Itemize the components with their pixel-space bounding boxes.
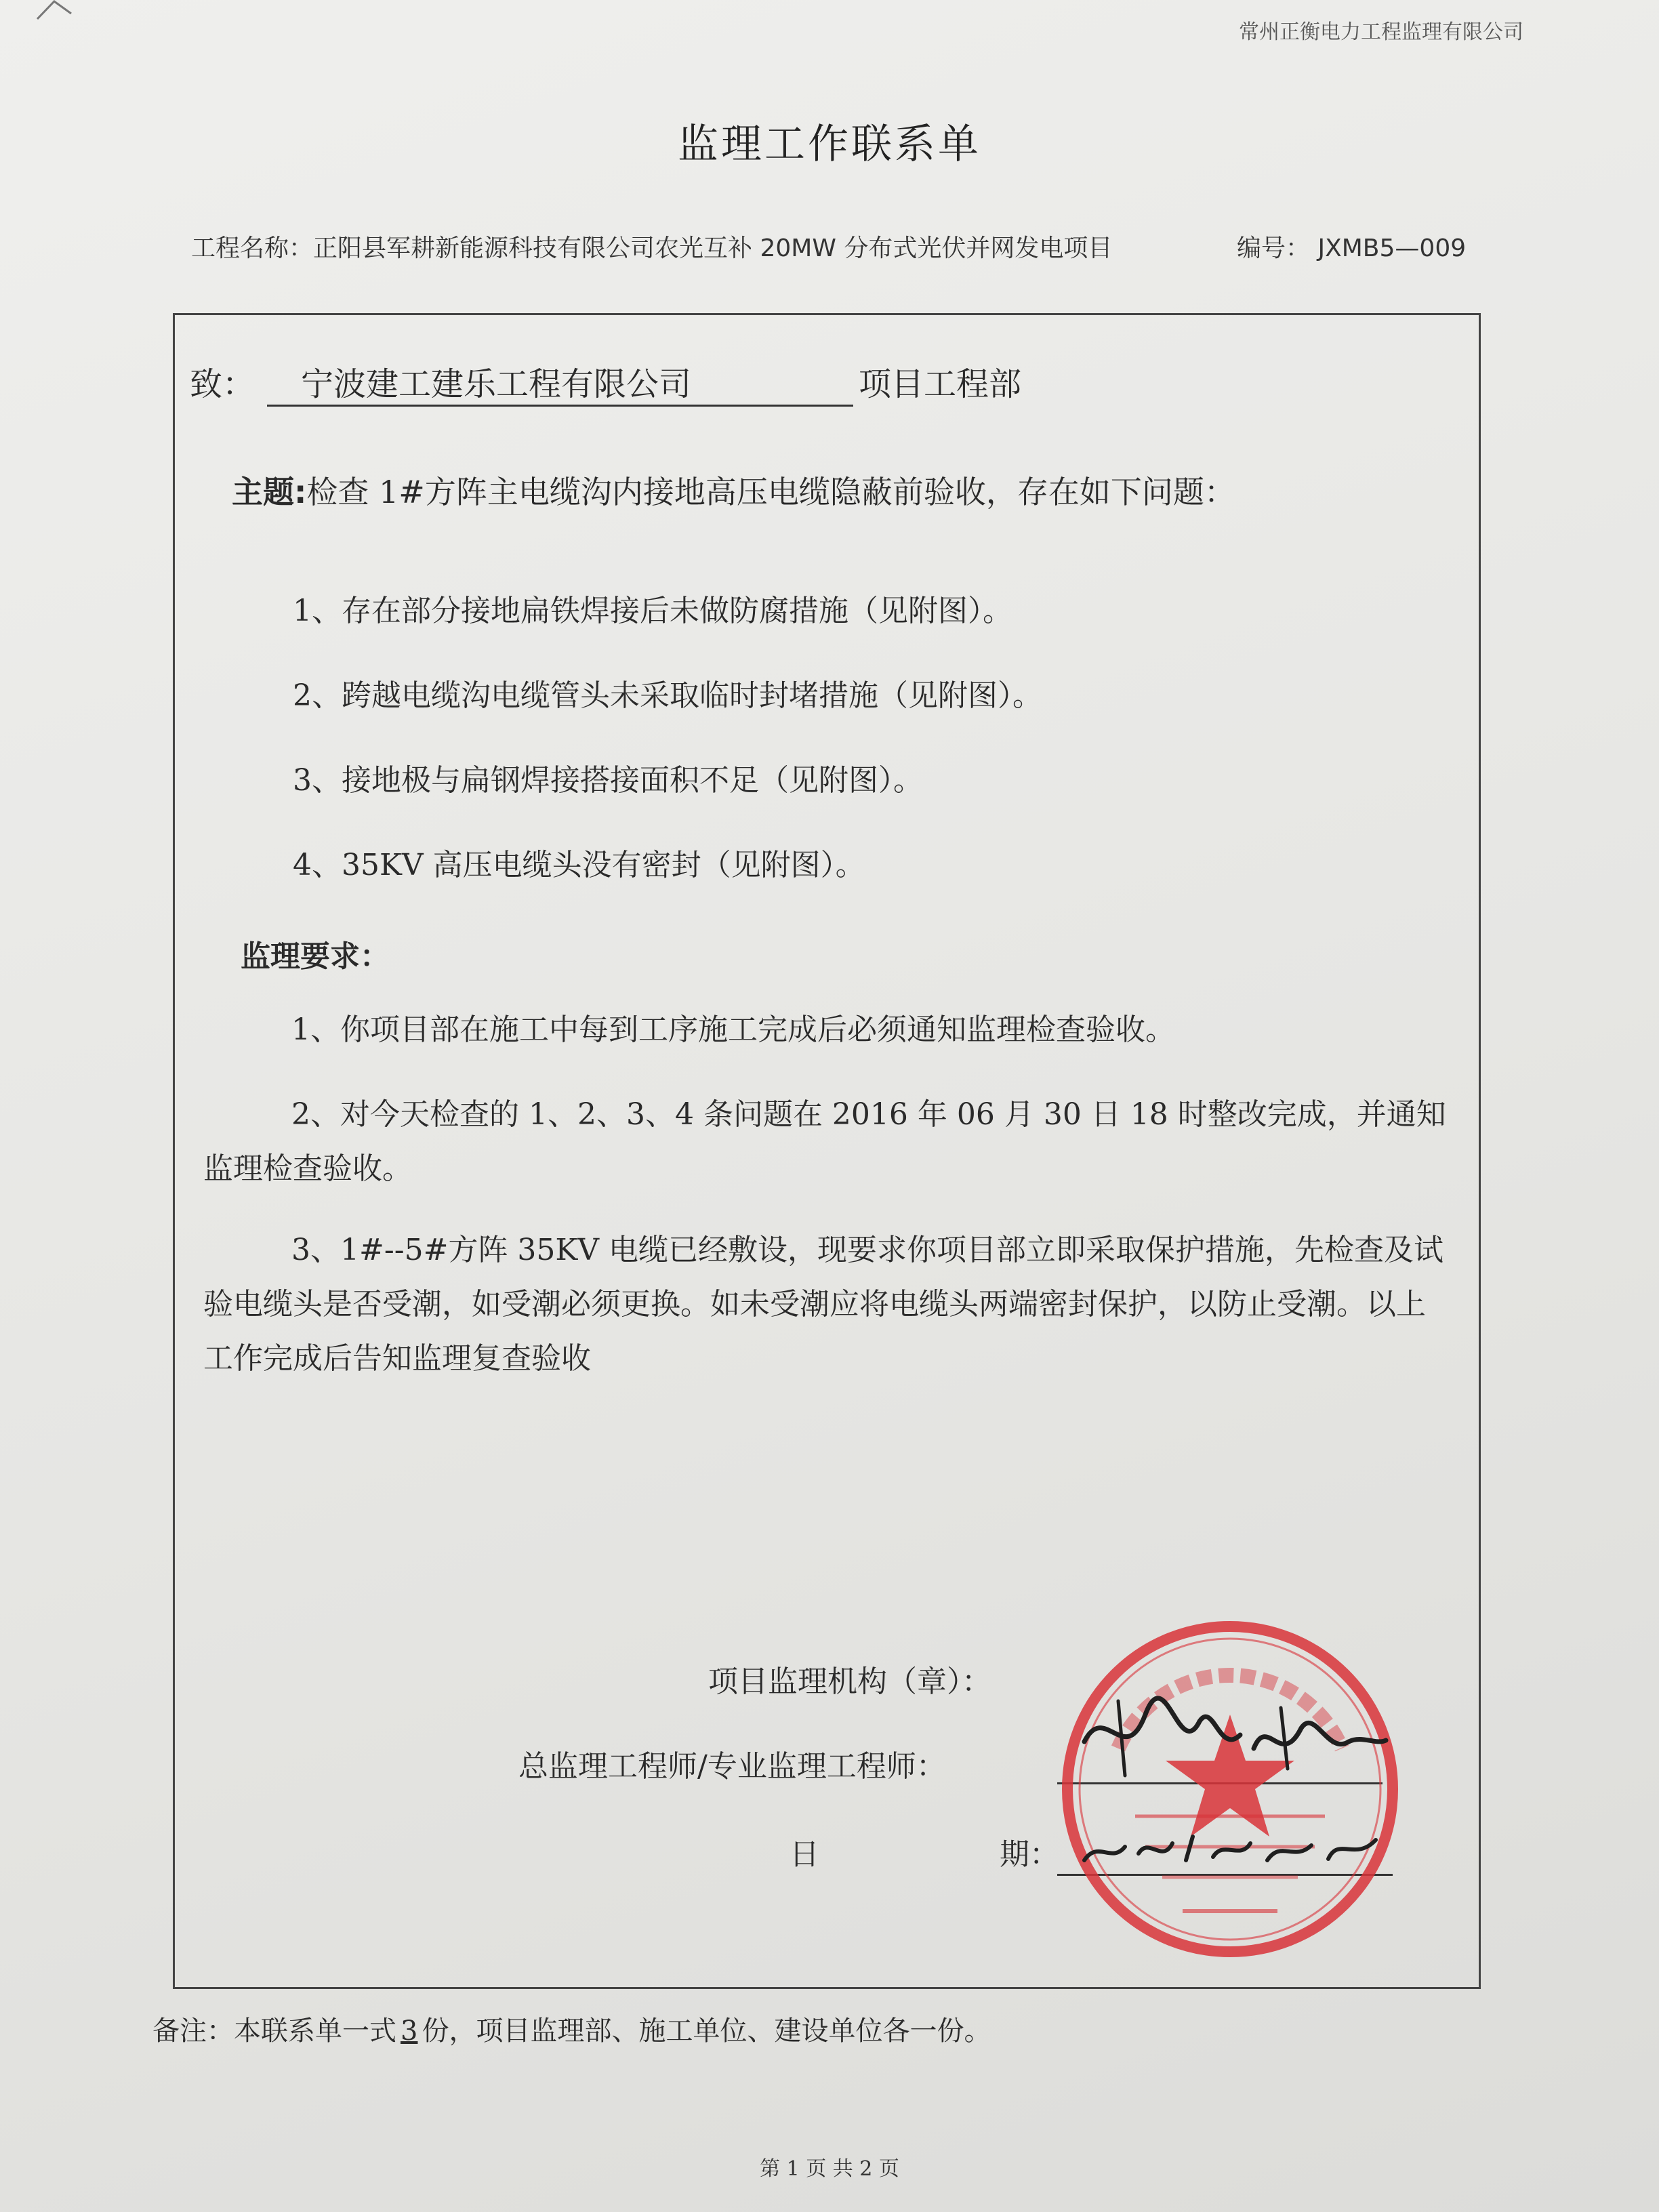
- date-label-day: 日: [790, 1837, 819, 1872]
- subject-text: 检查 1#方阵主电缆沟内接地高压电缆隐蔽前验收，存在如下问题：: [306, 474, 1235, 510]
- company-header: 常州正衡电力工程监理有限公司: [1239, 20, 1523, 44]
- document-number: JXMB5—009: [1317, 234, 1467, 262]
- remark-suffix: 份，项目监理部、施工单位、建设单位各一份。: [422, 2015, 991, 2047]
- date-label-period: 期：: [1000, 1837, 1059, 1872]
- document-title: 监理工作联系单: [678, 121, 981, 168]
- remark-copy-count: 3: [401, 2015, 418, 2047]
- recipient-line: [190, 358, 1021, 407]
- recipient-prefix: 致：: [190, 365, 255, 403]
- official-seal-stamp: [1054, 1613, 1406, 1965]
- issue-item: 2、跨越电缆沟电缆管头未采取临时封堵措施（见附图）。: [293, 678, 1042, 713]
- subject-line: [232, 468, 1235, 512]
- recipient-company: 宁波建工建乐工程有限公司: [267, 358, 853, 407]
- requirement-item: 1、你项目部在施工中每到工序施工完成后必须通知监理检查验收。: [291, 1012, 1175, 1047]
- handwritten-signature: [1078, 1687, 1389, 1782]
- document-number-label: 编号：: [1237, 234, 1311, 262]
- remark-note: [152, 2009, 991, 2048]
- staple-mark: [34, 0, 75, 20]
- project-label: 工程名称：: [191, 234, 314, 262]
- remark-prefix: 备注：本联系单一式: [152, 2015, 396, 2047]
- recipient-suffix: 项目工程部: [859, 365, 1022, 403]
- project-name: 正阳县军耕新能源科技有限公司农光互补 20MW 分布式光伏并网发电项目: [313, 234, 1113, 262]
- requirement-item: 2、对今天检查的 1、2、3、4 条问题在 2016 年 06 月 30 日 18 时整改完成，并通知监理检查验收。: [203, 1097, 1446, 1186]
- issue-item: 4、35KV 高压电缆头没有密封（见附图）。: [293, 848, 865, 882]
- page-number: 第 1 页 共 2 页: [760, 2157, 899, 2181]
- engineer-label: 总监理工程师/专业监理工程师：: [518, 1749, 946, 1784]
- issue-item: 3、接地极与扁钢焊接搭接面积不足（见附图）。: [293, 763, 923, 798]
- handwritten-date: [1078, 1820, 1382, 1874]
- document-number-row: [1237, 229, 1466, 264]
- project-name-row: [191, 229, 1112, 264]
- subject-label: 主题:: [232, 474, 307, 510]
- requirement-item: 3、1#--5#方阵 35KV 电缆已经敷设，现要求你项目部立即采取保护措施，先检查及试验电缆头是否受潮，如受潮必须更换。如未受潮应将电缆头两端密封保护，以防止受潮。以上工作完成后告知监理复查验收: [203, 1233, 1444, 1376]
- supervision-org-label: 项目监理机构（章）：: [708, 1664, 991, 1699]
- issue-item: 1、存在部分接地扁铁焊接后未做防腐措施（见附图）。: [293, 594, 1012, 628]
- requirements-heading: 监理要求：: [241, 939, 390, 974]
